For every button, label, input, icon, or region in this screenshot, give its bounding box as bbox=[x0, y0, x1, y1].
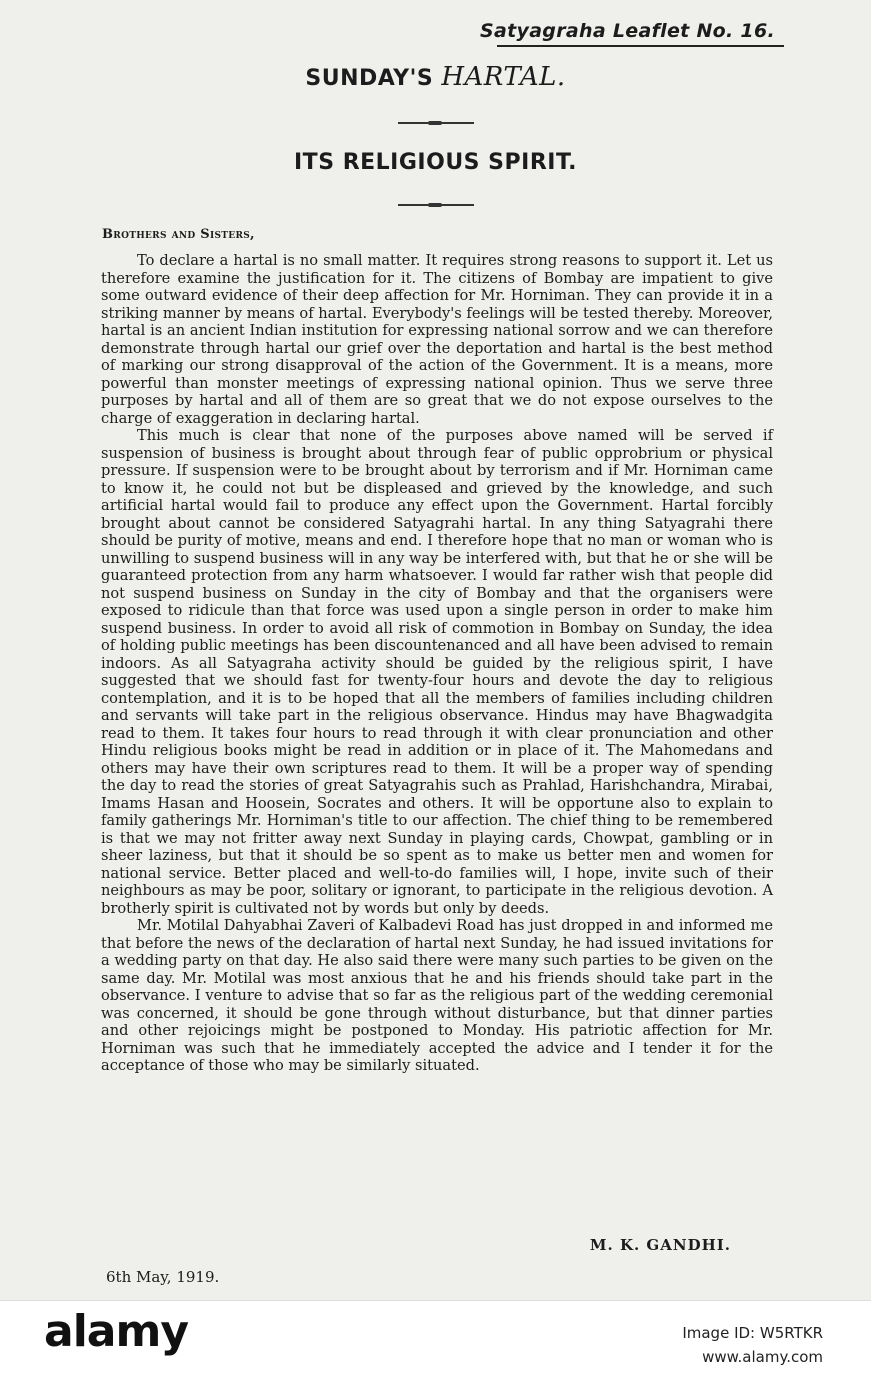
body-paragraph: This much is clear that none of the purposes above named will be served if suspension of business is brought about through fear of public opprobrium or physical pressure. If suspension were to be brought about by terrorism and if Mr. Horniman came to know it, he could not but be displeased and grieved by the knowledge, and such artificial hartal would fail to produce any effect upon the Government. Hartal forcibly brought about cannot be considered Satyagrahi hartal. In any thing Satyagrahi there should be purity of motive, means and end. I therefore hope that no man or woman who is unwilling to suspend business will in any way be interfered with, but that he or she will be guaranteed protection from any harm whatsoever. I would far rather wish that people did not suspend business on Sunday in the city of Bombay and that the organisers were exposed to ridicule than that force was used upon a single person in order to make him suspend business. In order to avoid all risk of commotion in Bombay on Sunday, the idea of holding public meetings has been discountenanced and all have been advised to remain indoors. As all Satyagraha activity should be guided by the religious spirit, I have suggested that we should fast for twenty-four hours and devote the day to religious contemplation, and it is to be hoped that all the members of families including children and servants will take part in the religious observance. Hindus may have Bhagwadgita read to them. It takes four hours to read through it with clear pronunciation and other Hindu religious books might be read in addition or in place of it. The Mahomedans and others may have their own scriptures read to them. It will be a proper way of spending the day to read the stories of great Satyagrahis such as Prahlad, Harishchandra, Mirabai, Imams Hasan and Hoosein, Socrates and others. It will be opportune also to explain to family gatherings Mr. Horniman's title to our affection. The chief thing to be remembered is that we may not fritter away next Sunday in playing cards, Chowpat, gambling or in sheer laziness, but that it should be so spent as to make us better men and women for national service. Better placed and well-to-do families will, I hope, invite such of their neighbours as may be poor, solitary or ignorant, to participate in the religious devotion. A brotherly spirit is cultivated not by words but only by deeds. bbox=[101, 427, 773, 917]
watermark-footer bbox=[0, 1300, 871, 1390]
salutation: Brothers and Sisters, bbox=[102, 227, 255, 242]
leaflet-date: 6th May, 1919. bbox=[106, 1268, 220, 1286]
signature: M. K. GANDHI. bbox=[589, 1236, 731, 1254]
leaflet-number-underline bbox=[497, 45, 784, 47]
image-id-label: Image ID: W5RTKR bbox=[682, 1324, 823, 1342]
leaflet-number: Satyagraha Leaflet No. 16. bbox=[480, 20, 775, 42]
title-divider-ornament bbox=[398, 122, 474, 124]
leaflet-body bbox=[101, 252, 773, 1075]
body-paragraph: To declare a hartal is no small matter. It requires strong reasons to support it. Let us therefore examine the justification for it. The citizens of Bombay are impatient to give some outward evidence of their deep affection for Mr. Horniman. They can provide it in a striking manner by means of hartal. Everybody's feelings will be tested thereby. Moreover, hartal is an ancient Indian institution for expressing national sorrow and we can therefore demonstrate through hartal our grief over the deportation and hartal is the best method of marking our strong disapproval of the action of the Government. It is a means, more powerful than monster meetings of expressing national opinion. Thus we serve three purposes by hartal and all of them are so great that we do not expose ourselves to the charge of exaggeration in declaring hartal. bbox=[101, 252, 773, 427]
footer-divider bbox=[0, 1300, 871, 1301]
alamy-logo: alamy bbox=[44, 1306, 188, 1357]
title-italic: HARTAL. bbox=[441, 62, 566, 92]
site-url: www.alamy.com bbox=[702, 1348, 823, 1366]
title-plain: SUNDAY'S bbox=[305, 66, 442, 91]
page-title bbox=[0, 62, 871, 92]
body-paragraph: Mr. Motilal Dahyabhai Zaveri of Kalbadevi Road has just dropped in and informed me that before the news of the declaration of hartal next Sunday, he had issued invitations for a wedding party on that day. He also said there were many such parties to be given on the same day. Mr. Motilal was most anxious that he and his friends should take part in the observance. I venture to advise that so far as the religious part of the wedding ceremonial was concerned, it should be gone through without disturbance, but that dinner parties and other rejoicings might be postponed to Monday. His patriotic affection for Mr. Horniman was such that he immediately accepted the advice and I tender it for the acceptance of those who may be similarly situated. bbox=[101, 917, 773, 1074]
subtitle-divider-ornament bbox=[398, 204, 474, 206]
page-subtitle: ITS RELIGIOUS SPIRIT. bbox=[294, 150, 577, 175]
